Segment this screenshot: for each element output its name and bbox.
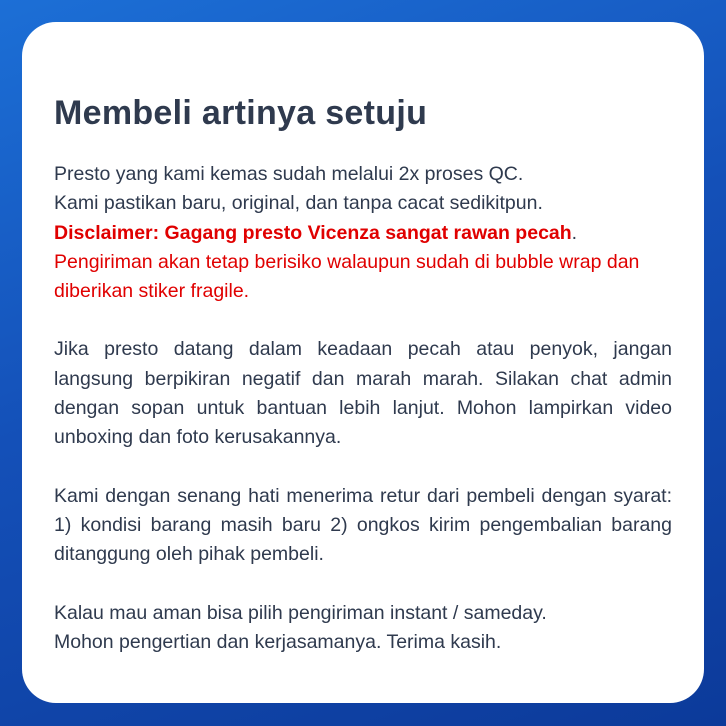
paragraph-qc	[54, 160, 672, 306]
qc-line-2: Kami pastikan baru, original, dan tanpa cacat sedikitpun.	[54, 192, 543, 215]
disclaimer-line	[54, 219, 672, 248]
qc-line-1: Presto yang kami kemas sudah melalui 2x proses QC.	[54, 163, 524, 185]
disclaimer-bold: Disclaimer: Gagang presto Vicenza sangat rawan pecah	[54, 221, 572, 244]
closing-line-2: Mohon pengertian dan kerjasamanya. Terima kasih.	[54, 630, 502, 653]
notice-title: Membeli artinya setuju	[54, 94, 428, 132]
shipping-warning: Pengiriman akan tetap berisiko walaupun sudah di bubble wrap dan diberikan stiker fragile.	[54, 250, 640, 303]
spacer	[54, 570, 672, 599]
closing-line-1: Kalau mau aman bisa pilih pengiriman instant / sameday.	[54, 601, 547, 624]
paragraph-return: Kami dengan senang hati menerima retur dari pembeli dengan syarat: 1) kondisi barang masih baru 2) ongkos kirim pengembalian barang ditanggung oleh pihak pembeli.	[54, 484, 672, 566]
spacer	[54, 453, 672, 482]
paragraph-closing	[54, 599, 672, 658]
paragraph-damage: Jika presto datang dalam keadaan pecah atau penyok, jangan langsung berpikiran negatif dan marah marah. Silakan chat admin dengan sopan untuk bantuan lebih lanjut. Mohon lampirkan video unboxing dan foto kerusakannya.	[54, 338, 672, 449]
disclaimer-period: .	[571, 221, 578, 244]
notice-card	[22, 22, 704, 703]
spacer	[54, 306, 672, 335]
